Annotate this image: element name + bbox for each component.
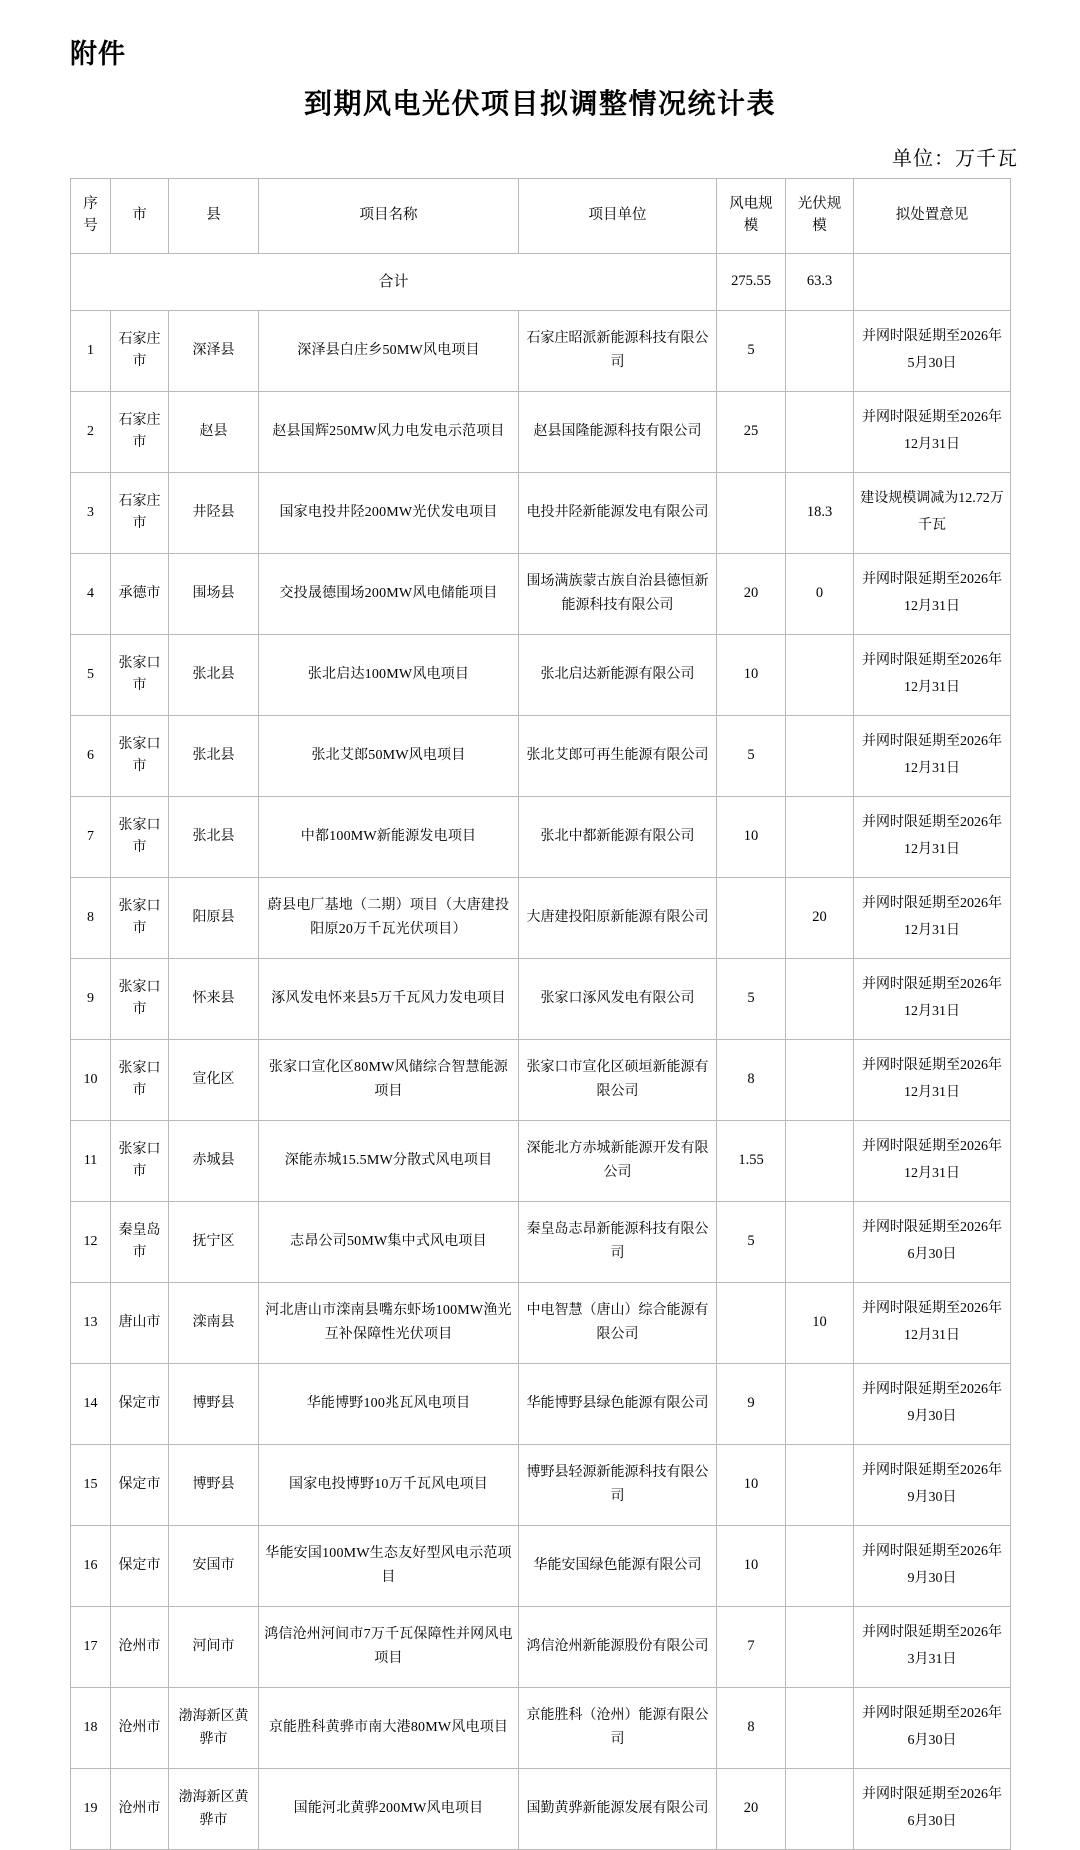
cell-project-name: 蔚县电厂基地（二期）项目（大唐建投阳原20万千瓦光伏项目） [259,878,519,959]
cell-solar-scale [786,797,854,878]
cell-project-name: 中都100MW新能源发电项目 [259,797,519,878]
cell-project-name: 华能安国100MW生态友好型风电示范项目 [259,1526,519,1607]
table-row [71,473,1011,554]
table-row [71,1526,1011,1607]
cell-seq: 15 [71,1445,111,1526]
cell-wind-scale: 10 [717,797,786,878]
cell-wind-scale: 9 [717,1364,786,1445]
cell-wind-scale: 5 [717,959,786,1040]
cell-county: 井陉县 [169,473,259,554]
cell-action: 并网时限延期至2026年12月31日 [854,797,1011,878]
cell-city: 唐山市 [111,1283,169,1364]
header-project-unit: 项目单位 [519,179,717,254]
cell-action: 并网时限延期至2026年9月30日 [854,1526,1011,1607]
cell-city: 沧州市 [111,1607,169,1688]
table-row [71,1364,1011,1445]
cell-wind-scale: 10 [717,1526,786,1607]
cell-seq: 13 [71,1283,111,1364]
statistics-table [70,178,1011,1850]
cell-city: 石家庄市 [111,311,169,392]
cell-project-name: 河北唐山市滦南县嘴东虾场100MW渔光互补保障性光伏项目 [259,1283,519,1364]
cell-project-name: 国家电投博野10万千瓦风电项目 [259,1445,519,1526]
cell-project-unit: 中电智慧（唐山）综合能源有限公司 [519,1283,717,1364]
cell-action: 并网时限延期至2026年12月31日 [854,392,1011,473]
cell-city: 张家口市 [111,797,169,878]
cell-county: 抚宁区 [169,1202,259,1283]
table-row [71,878,1011,959]
cell-action: 并网时限延期至2026年12月31日 [854,554,1011,635]
cell-project-unit: 大唐建投阳原新能源有限公司 [519,878,717,959]
cell-project-unit: 国勤黄骅新能源发展有限公司 [519,1769,717,1850]
cell-county: 围场县 [169,554,259,635]
cell-wind-scale: 25 [717,392,786,473]
cell-solar-scale [786,716,854,797]
cell-action: 并网时限延期至2026年9月30日 [854,1445,1011,1526]
cell-wind-scale: 8 [717,1688,786,1769]
header-city: 市 [111,179,169,254]
cell-seq: 11 [71,1121,111,1202]
cell-project-unit: 张家口涿风发电有限公司 [519,959,717,1040]
cell-solar-scale [786,1040,854,1121]
cell-action: 并网时限延期至2026年12月31日 [854,635,1011,716]
table-row [71,1769,1011,1850]
cell-seq: 17 [71,1607,111,1688]
cell-seq: 10 [71,1040,111,1121]
cell-wind-scale: 10 [717,635,786,716]
cell-county: 宣化区 [169,1040,259,1121]
cell-action: 并网时限延期至2026年12月31日 [854,878,1011,959]
total-label: 合计 [71,254,717,311]
cell-project-name: 深泽县白庄乡50MW风电项目 [259,311,519,392]
cell-city: 沧州市 [111,1688,169,1769]
table-row [71,1445,1011,1526]
cell-wind-scale: 20 [717,1769,786,1850]
cell-wind-scale [717,1283,786,1364]
cell-seq: 7 [71,797,111,878]
attachment-label: 附件 [70,39,126,69]
header-county: 县 [169,179,259,254]
cell-seq: 14 [71,1364,111,1445]
cell-project-unit: 张家口市宣化区硕垣新能源有限公司 [519,1040,717,1121]
header-action: 拟处置意见 [854,179,1011,254]
cell-project-name: 张北启达100MW风电项目 [259,635,519,716]
cell-solar-scale [786,1688,854,1769]
cell-project-unit: 赵县国隆能源科技有限公司 [519,392,717,473]
cell-action: 并网时限延期至2026年6月30日 [854,1202,1011,1283]
cell-project-unit: 张北启达新能源有限公司 [519,635,717,716]
header-seq-line1: 序 [83,196,98,213]
cell-action: 并网时限延期至2026年12月31日 [854,716,1011,797]
cell-county: 博野县 [169,1445,259,1526]
total-action [854,254,1011,311]
cell-solar-scale [786,959,854,1040]
header-wind-scale [717,179,786,254]
cell-wind-scale: 1.55 [717,1121,786,1202]
cell-action: 并网时限延期至2026年12月31日 [854,1040,1011,1121]
cell-action: 并网时限延期至2026年12月31日 [854,1121,1011,1202]
cell-project-unit: 博野县轻源新能源科技有限公司 [519,1445,717,1526]
cell-county: 赵县 [169,392,259,473]
header-seq [71,179,111,254]
cell-county: 张北县 [169,716,259,797]
total-solar-scale: 63.3 [786,254,854,311]
statistics-table-container [70,178,1010,1850]
cell-project-name: 华能博野100兆瓦风电项目 [259,1364,519,1445]
cell-action: 并网时限延期至2026年6月30日 [854,1688,1011,1769]
cell-action: 并网时限延期至2026年6月30日 [854,1769,1011,1850]
cell-city: 张家口市 [111,716,169,797]
table-row [71,1202,1011,1283]
cell-project-name: 国能河北黄骅200MW风电项目 [259,1769,519,1850]
cell-city: 张家口市 [111,1040,169,1121]
cell-city: 石家庄市 [111,473,169,554]
cell-project-name: 志昂公司50MW集中式风电项目 [259,1202,519,1283]
cell-city: 张家口市 [111,878,169,959]
cell-action: 并网时限延期至2026年3月31日 [854,1607,1011,1688]
cell-wind-scale: 7 [717,1607,786,1688]
cell-city: 秦皇岛市 [111,1202,169,1283]
cell-action: 并网时限延期至2026年12月31日 [854,1283,1011,1364]
cell-project-name: 鸿信沧州河间市7万千瓦保障性并网风电项目 [259,1607,519,1688]
cell-city: 石家庄市 [111,392,169,473]
cell-seq: 12 [71,1202,111,1283]
cell-solar-scale: 0 [786,554,854,635]
total-wind-scale: 275.55 [717,254,786,311]
cell-project-unit: 深能北方赤城新能源开发有限公司 [519,1121,717,1202]
header-seq-line2: 号 [83,218,98,234]
cell-solar-scale [786,1607,854,1688]
cell-project-unit: 石家庄昭派新能源科技有限公司 [519,311,717,392]
cell-seq: 4 [71,554,111,635]
cell-wind-scale [717,878,786,959]
cell-project-name: 京能胜科黄骅市南大港80MW风电项目 [259,1688,519,1769]
cell-project-unit: 京能胜科（沧州）能源有限公司 [519,1688,717,1769]
page-title: 到期风电光伏项目拟调整情况统计表 [303,88,776,119]
cell-action: 并网时限延期至2026年12月31日 [854,959,1011,1040]
table-row [71,1040,1011,1121]
cell-project-unit: 张北中都新能源有限公司 [519,797,717,878]
table-row [71,392,1011,473]
cell-seq: 8 [71,878,111,959]
cell-solar-scale [786,1121,854,1202]
cell-city: 保定市 [111,1526,169,1607]
total-row [71,254,1011,311]
table-body [71,254,1011,1850]
cell-project-unit: 围场满族蒙古族自治县德恒新能源科技有限公司 [519,554,717,635]
cell-wind-scale: 5 [717,1202,786,1283]
cell-wind-scale [717,473,786,554]
cell-project-name: 涿风发电怀来县5万千瓦风力发电项目 [259,959,519,1040]
cell-county: 阳原县 [169,878,259,959]
cell-seq: 9 [71,959,111,1040]
cell-city: 张家口市 [111,959,169,1040]
cell-seq: 19 [71,1769,111,1850]
table-header [71,179,1011,254]
cell-solar-scale: 20 [786,878,854,959]
table-row [71,797,1011,878]
header-project-name: 项目名称 [259,179,519,254]
header-wind-scale-line2: 模 [743,218,759,234]
cell-project-name: 国家电投井陉200MW光伏发电项目 [259,473,519,554]
cell-county: 赤城县 [169,1121,259,1202]
cell-city: 沧州市 [111,1769,169,1850]
cell-solar-scale [786,1364,854,1445]
table-row [71,311,1011,392]
cell-project-name: 赵县国辉250MW风力电发电示范项目 [259,392,519,473]
cell-wind-scale: 10 [717,1445,786,1526]
cell-county: 渤海新区黄骅市 [169,1688,259,1769]
cell-seq: 2 [71,392,111,473]
table-row [71,1121,1011,1202]
cell-county: 博野县 [169,1364,259,1445]
table-row [71,554,1011,635]
cell-project-name: 张家口宣化区80MW风储综合智慧能源项目 [259,1040,519,1121]
cell-wind-scale: 20 [717,554,786,635]
header-solar-scale-line2: 模 [812,218,827,234]
cell-city: 承德市 [111,554,169,635]
cell-county: 怀来县 [169,959,259,1040]
cell-action: 并网时限延期至2026年5月30日 [854,311,1011,392]
cell-solar-scale [786,392,854,473]
cell-solar-scale: 18.3 [786,473,854,554]
cell-city: 保定市 [111,1445,169,1526]
cell-project-unit: 华能博野县绿色能源有限公司 [519,1364,717,1445]
cell-project-unit: 电投井陉新能源发电有限公司 [519,473,717,554]
header-row [71,179,1011,254]
table-row [71,959,1011,1040]
cell-wind-scale: 5 [717,716,786,797]
cell-action: 并网时限延期至2026年9月30日 [854,1364,1011,1445]
cell-project-unit: 华能安国绿色能源有限公司 [519,1526,717,1607]
header-solar-scale [786,179,854,254]
cell-solar-scale [786,635,854,716]
table-row [71,1283,1011,1364]
cell-solar-scale [786,311,854,392]
cell-project-name: 深能赤城15.5MW分散式风电项目 [259,1121,519,1202]
table-row [71,716,1011,797]
header-solar-scale-line1: 光伏规 [797,196,842,213]
header-wind-scale-line1: 风电规 [729,196,773,213]
cell-seq: 6 [71,716,111,797]
cell-seq: 3 [71,473,111,554]
cell-project-unit: 秦皇岛志昂新能源科技有限公司 [519,1202,717,1283]
cell-action: 建设规模调减为12.72万千瓦 [854,473,1011,554]
cell-solar-scale: 10 [786,1283,854,1364]
cell-county: 河间市 [169,1607,259,1688]
cell-county: 渤海新区黄骅市 [169,1769,259,1850]
cell-seq: 18 [71,1688,111,1769]
table-row [71,635,1011,716]
table-row [71,1607,1011,1688]
cell-project-unit: 张北艾郎可再生能源有限公司 [519,716,717,797]
cell-solar-scale [786,1445,854,1526]
cell-county: 张北县 [169,797,259,878]
cell-seq: 16 [71,1526,111,1607]
cell-project-unit: 鸿信沧州新能源股份有限公司 [519,1607,717,1688]
cell-city: 张家口市 [111,635,169,716]
table-row [71,1688,1011,1769]
cell-city: 张家口市 [111,1121,169,1202]
cell-project-name: 张北艾郎50MW风电项目 [259,716,519,797]
cell-seq: 1 [71,311,111,392]
unit-note: 单位：万千瓦 [892,148,1018,170]
cell-county: 滦南县 [169,1283,259,1364]
cell-project-name: 交投晟德围场200MW风电储能项目 [259,554,519,635]
cell-solar-scale [786,1769,854,1850]
cell-wind-scale: 5 [717,311,786,392]
cell-county: 安国市 [169,1526,259,1607]
cell-solar-scale [786,1202,854,1283]
cell-wind-scale: 8 [717,1040,786,1121]
cell-county: 张北县 [169,635,259,716]
cell-seq: 5 [71,635,111,716]
cell-city: 保定市 [111,1364,169,1445]
cell-county: 深泽县 [169,311,259,392]
cell-solar-scale [786,1526,854,1607]
